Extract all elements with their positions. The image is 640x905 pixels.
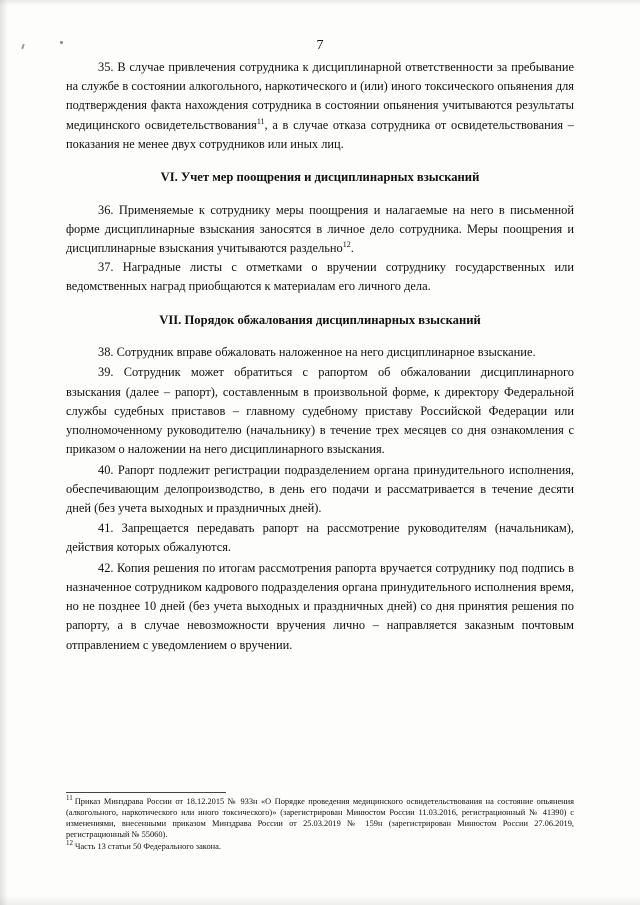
section-heading-vii: VII. Порядок обжалования дисциплинарных взысканий: [159, 312, 481, 327]
footnotes: [66, 792, 574, 854]
paragraph-40: 40. Рапорт подлежит регистрации подразделением органа принудительного исполнения, обеспечивающим делопроизводство, в день его подачи и рассматривается в течение десяти дней (без учета выходных и праздничных дней).: [66, 462, 574, 515]
paragraph-38: 38. Сотрудник вправе обжаловать наложенное на него дисциплинарное взыскание.: [98, 345, 536, 360]
paragraph-36: [66, 201, 574, 259]
paragraph-39: 39. Сотрудник может обратиться с рапортом об обжаловании дисциплинарного взыскания (далее – рапорт), составленным в произвольной форме, к директору Федеральной службы судебных приставов – главному судебному приставу Российской Федерации или уполномоченному руководителю (начальнику) в течение трех месяцев со дня ознакомления с приказом о наложении на него дисциплинарного взыскания.: [66, 365, 574, 457]
paragraph-35-continuation-text: , а в случае отказа сотрудника от освидетельствования – показания не менее двух сотрудников или иных лиц.: [66, 117, 575, 151]
footnote-ref-12[interactable]: 12: [342, 239, 351, 249]
footnote-12: [66, 838, 574, 853]
document-body: [66, 58, 574, 656]
paragraph-35-text: 35. В случае привлечения сотрудника к дисциплинарной ответственности за пребывание на службе в состоянии алкогольного, наркотического и (или) иного токсического опьянения для подтверждения факта нахождения сотрудника в состоянии опьянения учитываются результаты медицинского освидетельствования: [66, 60, 574, 132]
footnote-11-text: Приказ Минздрава России от 18.12.2015 № 933н «О Порядке проведения медицинского освидетельствования на состояние опьянения (алкогольного, наркотического или иного токсического)» (зарегистрирован Минюстом России 11.03.2016, регистрационный № 41390) с изменениями, внесенными приказом Минздрава России от 25.03.2019 № 159н (зарегистрирован Минюстом России 27.06.2019, регистрационный № 55060).: [66, 797, 574, 839]
paragraph-42: 42. Копия решения по итогам рассмотрения рапорта вручается сотруднику под подпись в назначенное сотрудником кадрового подразделения органа принудительного исполнения время, но не позднее 10 дней (без учета выходных и праздничных дней) со дня принятия решения по рапорту, а в случае невозможности вручения лично – направляется заказным почтовым отправлением с уведомлением о вручении.: [66, 560, 574, 652]
paragraph-36-text: 36. Применяемые к сотруднику меры поощрения и налагаемые на него в письменной форме дисциплинарные взыскания заносятся в личное дело сотрудника. Меры поощрения и дисциплинарные взыскания учитываются раздельно: [66, 202, 574, 256]
footnote-separator: [66, 792, 226, 793]
paragraph-36-continuation-text: .: [350, 241, 354, 256]
page-edge-shading-top: [0, 0, 640, 6]
footnote-11: [66, 794, 574, 841]
footnote-12-marker: 12: [66, 838, 73, 847]
page-number: 7: [316, 38, 324, 53]
section-heading-vi: VI. Учет мер поощрения и дисциплинарных взысканий: [160, 170, 480, 185]
paragraph-41: 41. Запрещается передавать рапорт на рассмотрение руководителям (начальникам), действия которых обжалуются.: [66, 521, 574, 555]
footnote-12-text: Часть 13 статьи 50 Федерального закона.: [75, 841, 221, 851]
page-edge-shading-left: [0, 0, 8, 905]
paragraph-37: 37. Наградные листы с отметками о вручении сотруднику государственных или ведомственных наград приобщаются к материалам его личного дела.: [66, 260, 574, 294]
footnote-ref-11[interactable]: 11: [256, 116, 265, 126]
page-edge-shading-bottom: [0, 895, 640, 905]
footnote-11-marker: 11: [66, 794, 73, 803]
paragraph-35: [66, 58, 574, 154]
